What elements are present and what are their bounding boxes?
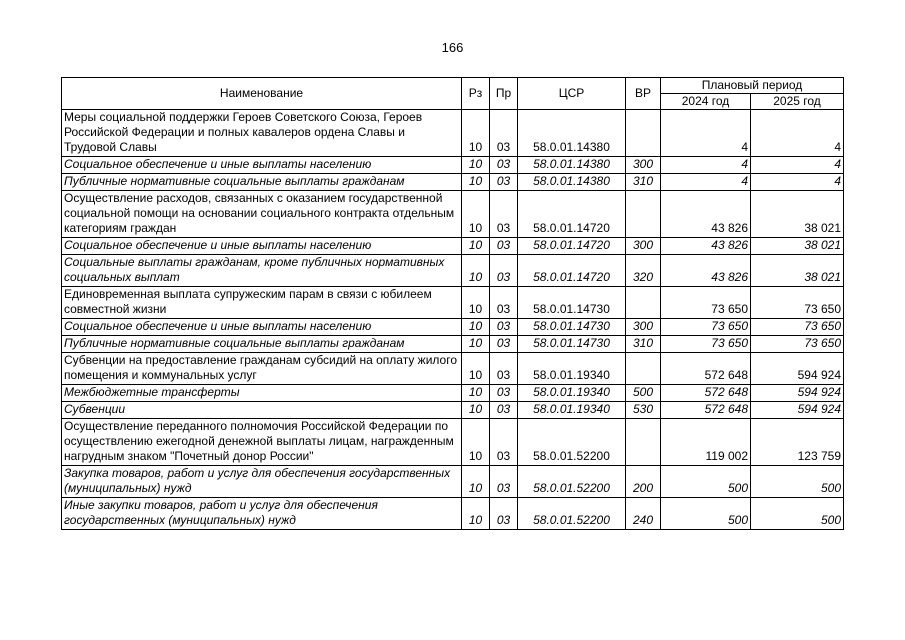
row-amount-2025: 73 650 bbox=[751, 287, 844, 319]
row-amount-2024: 73 650 bbox=[661, 319, 751, 336]
row-amount-2024: 73 650 bbox=[661, 287, 751, 319]
row-vr: 300 bbox=[626, 157, 661, 174]
row-pr: 03 bbox=[490, 110, 518, 157]
row-name: Осуществление расходов, связанных с оказанием государственной социальной помощи на основании социального контракта отдельным категориям граждан bbox=[62, 191, 462, 238]
row-csr: 58.0.01.14380 bbox=[518, 157, 626, 174]
row-vr: 530 bbox=[626, 402, 661, 419]
row-rz: 10 bbox=[462, 419, 490, 466]
row-name: Субвенции на предоставление гражданам субсидий на оплату жилого помещения и коммунальных услуг bbox=[62, 353, 462, 385]
row-amount-2024: 500 bbox=[661, 498, 751, 530]
row-amount-2024: 572 648 bbox=[661, 353, 751, 385]
row-csr: 58.0.01.14720 bbox=[518, 238, 626, 255]
table-row bbox=[62, 174, 844, 191]
row-pr: 03 bbox=[490, 255, 518, 287]
row-csr: 58.0.01.14730 bbox=[518, 319, 626, 336]
row-amount-2024: 43 826 bbox=[661, 255, 751, 287]
table-row bbox=[62, 319, 844, 336]
row-pr: 03 bbox=[490, 238, 518, 255]
table-row bbox=[62, 191, 844, 238]
row-rz: 10 bbox=[462, 174, 490, 191]
header-name: Наименование bbox=[62, 78, 462, 110]
table-row bbox=[62, 353, 844, 385]
row-amount-2025: 4 bbox=[751, 157, 844, 174]
row-vr: 200 bbox=[626, 466, 661, 498]
row-vr: 240 bbox=[626, 498, 661, 530]
row-pr: 03 bbox=[490, 287, 518, 319]
row-csr: 58.0.01.19340 bbox=[518, 385, 626, 402]
table-row bbox=[62, 255, 844, 287]
row-rz: 10 bbox=[462, 336, 490, 353]
row-amount-2025: 73 650 bbox=[751, 336, 844, 353]
row-amount-2024: 572 648 bbox=[661, 402, 751, 419]
row-name: Социальное обеспечение и иные выплаты населению bbox=[62, 238, 462, 255]
row-csr: 58.0.01.14380 bbox=[518, 110, 626, 157]
row-name: Меры социальной поддержки Героев Советского Союза, Героев Российской Федерации и полных кавалеров ордена Славы и Трудовой Славы bbox=[62, 110, 462, 157]
row-amount-2025: 38 021 bbox=[751, 191, 844, 238]
row-amount-2025: 594 924 bbox=[751, 402, 844, 419]
row-name: Социальное обеспечение и иные выплаты населению bbox=[62, 319, 462, 336]
row-csr: 58.0.01.14380 bbox=[518, 174, 626, 191]
row-pr: 03 bbox=[490, 466, 518, 498]
row-amount-2025: 38 021 bbox=[751, 238, 844, 255]
row-vr bbox=[626, 353, 661, 385]
header-year-2024: 2024 год bbox=[661, 94, 751, 110]
row-amount-2024: 500 bbox=[661, 466, 751, 498]
header-pr: Пр bbox=[490, 78, 518, 110]
row-rz: 10 bbox=[462, 319, 490, 336]
row-vr: 300 bbox=[626, 238, 661, 255]
row-vr bbox=[626, 287, 661, 319]
row-name: Единовременная выплата супружеским парам в связи с юбилеем совместной жизни bbox=[62, 287, 462, 319]
row-csr: 58.0.01.19340 bbox=[518, 353, 626, 385]
row-name: Субвенции bbox=[62, 402, 462, 419]
table-row bbox=[62, 385, 844, 402]
table-row bbox=[62, 238, 844, 255]
header-csr: ЦСР bbox=[518, 78, 626, 110]
row-amount-2025: 594 924 bbox=[751, 353, 844, 385]
row-rz: 10 bbox=[462, 255, 490, 287]
row-amount-2025: 123 759 bbox=[751, 419, 844, 466]
row-csr: 58.0.01.14730 bbox=[518, 287, 626, 319]
row-rz: 10 bbox=[462, 238, 490, 255]
row-pr: 03 bbox=[490, 402, 518, 419]
header-year-2025: 2025 год bbox=[751, 94, 844, 110]
row-pr: 03 bbox=[490, 174, 518, 191]
row-pr: 03 bbox=[490, 191, 518, 238]
row-pr: 03 bbox=[490, 336, 518, 353]
table-row bbox=[62, 110, 844, 157]
table-row bbox=[62, 157, 844, 174]
row-vr bbox=[626, 110, 661, 157]
row-rz: 10 bbox=[462, 287, 490, 319]
row-amount-2024: 4 bbox=[661, 157, 751, 174]
table-row bbox=[62, 336, 844, 353]
row-pr: 03 bbox=[490, 498, 518, 530]
row-csr: 58.0.01.19340 bbox=[518, 402, 626, 419]
row-name: Социальные выплаты гражданам, кроме публичных нормативных социальных выплат bbox=[62, 255, 462, 287]
row-amount-2025: 500 bbox=[751, 498, 844, 530]
row-amount-2024: 73 650 bbox=[661, 336, 751, 353]
row-name: Социальное обеспечение и иные выплаты населению bbox=[62, 157, 462, 174]
row-csr: 58.0.01.14720 bbox=[518, 255, 626, 287]
table-header bbox=[62, 78, 844, 110]
row-amount-2025: 73 650 bbox=[751, 319, 844, 336]
row-rz: 10 bbox=[462, 110, 490, 157]
row-pr: 03 bbox=[490, 385, 518, 402]
page-number: 166 bbox=[441, 40, 464, 55]
row-vr bbox=[626, 419, 661, 466]
budget-table bbox=[61, 77, 844, 530]
row-name: Осуществление переданного полномочия Российской Федерации по осуществлению ежегодной денежной выплаты лицам, награжденным нагрудным знаком "Почетный донор России" bbox=[62, 419, 462, 466]
row-amount-2025: 594 924 bbox=[751, 385, 844, 402]
row-amount-2025: 38 021 bbox=[751, 255, 844, 287]
row-csr: 58.0.01.52200 bbox=[518, 466, 626, 498]
row-pr: 03 bbox=[490, 353, 518, 385]
row-rz: 10 bbox=[462, 157, 490, 174]
row-name: Иные закупки товаров, работ и услуг для обеспечения государственных (муниципальных) нужд bbox=[62, 498, 462, 530]
row-vr: 500 bbox=[626, 385, 661, 402]
table-body bbox=[62, 110, 844, 530]
row-amount-2024: 43 826 bbox=[661, 238, 751, 255]
row-rz: 10 bbox=[462, 353, 490, 385]
row-csr: 58.0.01.52200 bbox=[518, 498, 626, 530]
table-row bbox=[62, 466, 844, 498]
row-csr: 58.0.01.14720 bbox=[518, 191, 626, 238]
header-plan-period: Плановый период bbox=[661, 78, 844, 94]
row-vr: 310 bbox=[626, 336, 661, 353]
row-amount-2024: 572 648 bbox=[661, 385, 751, 402]
row-vr: 300 bbox=[626, 319, 661, 336]
row-pr: 03 bbox=[490, 419, 518, 466]
row-name: Публичные нормативные социальные выплаты гражданам bbox=[62, 174, 462, 191]
header-rz: Рз bbox=[462, 78, 490, 110]
row-rz: 10 bbox=[462, 191, 490, 238]
row-pr: 03 bbox=[490, 157, 518, 174]
row-rz: 10 bbox=[462, 498, 490, 530]
row-name: Публичные нормативные социальные выплаты гражданам bbox=[62, 336, 462, 353]
row-rz: 10 bbox=[462, 385, 490, 402]
row-name: Межбюджетные трансферты bbox=[62, 385, 462, 402]
table-row bbox=[62, 498, 844, 530]
table-row bbox=[62, 402, 844, 419]
row-csr: 58.0.01.52200 bbox=[518, 419, 626, 466]
row-amount-2025: 4 bbox=[751, 110, 844, 157]
table-row bbox=[62, 287, 844, 319]
row-rz: 10 bbox=[462, 402, 490, 419]
row-vr bbox=[626, 191, 661, 238]
row-rz: 10 bbox=[462, 466, 490, 498]
header-vr: ВР bbox=[626, 78, 661, 110]
row-amount-2025: 500 bbox=[751, 466, 844, 498]
table-row bbox=[62, 419, 844, 466]
row-amount-2024: 4 bbox=[661, 174, 751, 191]
row-amount-2024: 43 826 bbox=[661, 191, 751, 238]
row-amount-2025: 4 bbox=[751, 174, 844, 191]
row-amount-2024: 4 bbox=[661, 110, 751, 157]
row-csr: 58.0.01.14730 bbox=[518, 336, 626, 353]
row-vr: 310 bbox=[626, 174, 661, 191]
row-vr: 320 bbox=[626, 255, 661, 287]
row-pr: 03 bbox=[490, 319, 518, 336]
row-amount-2024: 119 002 bbox=[661, 419, 751, 466]
row-name: Закупка товаров, работ и услуг для обеспечения государственных (муниципальных) нужд bbox=[62, 466, 462, 498]
